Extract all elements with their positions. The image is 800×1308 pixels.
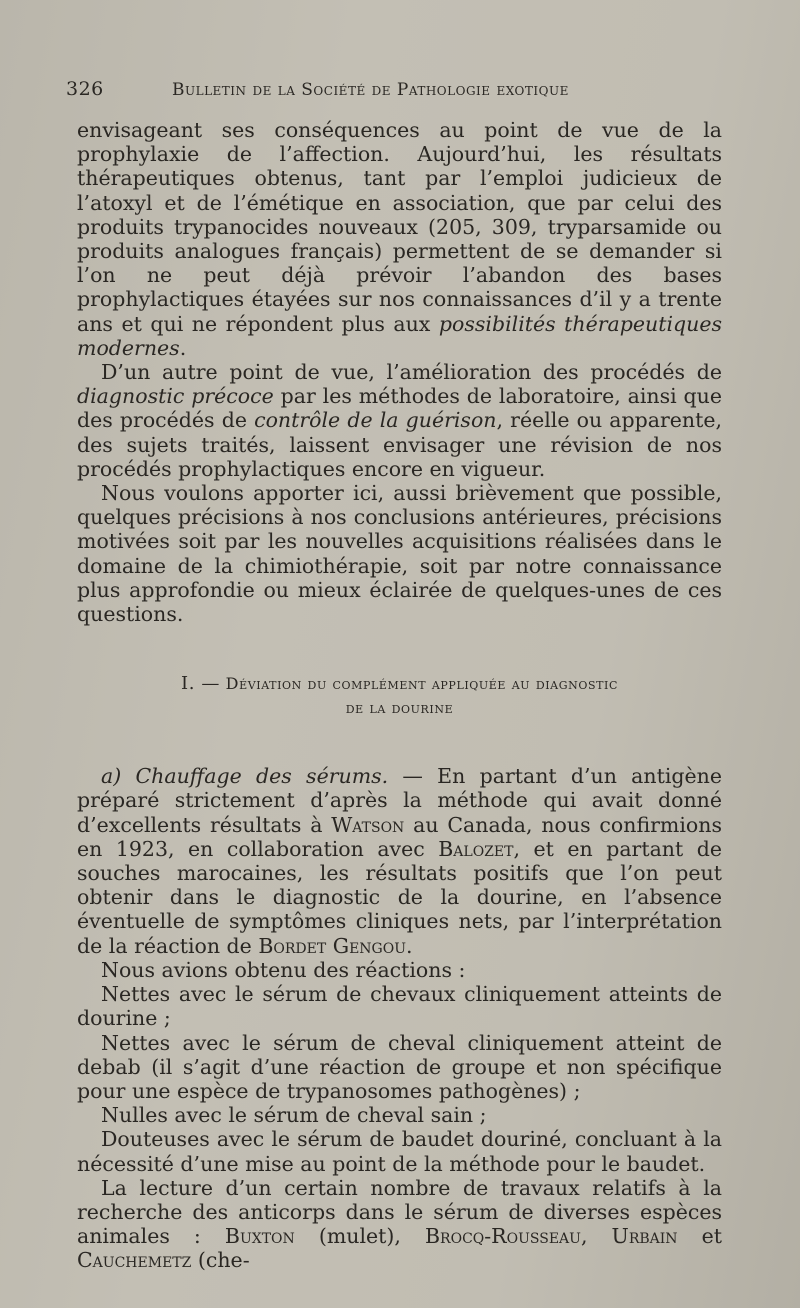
section-number: I. — <box>180 673 220 695</box>
author-name: Balozet <box>438 836 514 861</box>
paragraph-10-text-d: et <box>677 1224 722 1249</box>
paragraph-1-text: envisageant ses conséquences au point de vue de la prophylaxie de l’affection. Aujourd’hui, les résultats thérapeutiques obtenus, tant par l’emploi judicieux de l’atoxyl et de l’émétique en association, que par celui des produits trypanocides nouveaux (205, 309, tryparsamide ou produits analogues français) permettent de se demander si l’on ne peut déjà prévoir l’abandon des bases prophylactiques étayées sur nos connaissances d’il y a trente ans et qui ne répondent plus aux <box>77 118 722 336</box>
list-item: Nettes avec le sérum de cheval cliniquement atteint de debab (il s’agit d’une réaction de groupe et non spécifique pour une espèce de trypanosomes pathogènes) ; <box>77 1030 722 1103</box>
author-name: Urbain <box>611 1224 678 1249</box>
paragraph-4-text-c: , et en partant de souches marocaines, les résultats positifs que l’on peut obtenir dans le diagnostic de la dourine, en l’absence éventuelle de symptômes cliniques nets, par l’interprétation de la réaction de <box>77 836 722 958</box>
list-item: Douteuses avec le sérum de baudet douriné, concluant à la nécessité d’une mise au point de la méthode pour le baudet. <box>77 1127 722 1176</box>
section-title-line-2: de la dourine <box>345 698 454 718</box>
paragraph-2-italic-1: diagnostic précoce <box>77 384 274 409</box>
section-heading <box>77 672 722 720</box>
paragraph-2-italic-2: contrôle de la guérison <box>254 408 497 433</box>
paragraph-2-text-c: , réelle ou apparente, des sujets traités, laissent envisager une révision de nos procédés prophylactiques encore en vigueur. <box>77 408 722 481</box>
section-title-line-1: Déviation du complément appliquée au diagnostic <box>225 674 618 694</box>
paragraph-1-end: . <box>179 335 187 360</box>
running-title: Bulletin de la Société de Pathologie exotique <box>172 80 569 100</box>
paragraph-4-text-a: — En partant d’un antigène préparé strictement d’après la méthode qui avait donné d’excellents résultats à <box>77 764 722 837</box>
author-name: Watson <box>331 812 405 837</box>
paragraph-2 <box>77 360 722 481</box>
paragraph-5: Nous avions obtenu des réactions : <box>101 957 466 982</box>
paragraph-10-text-a: La lecture d’un certain nombre de travaux relatifs à la recherche des anticorps dans le sérum de diverses espèces animales : <box>77 1175 722 1249</box>
author-name: Cauchemetz <box>77 1248 192 1273</box>
paragraph-4-text-b: au Canada, nous confirmions en 1923, en collaboration avec <box>77 812 722 861</box>
paragraph-10-text-e: (che- <box>191 1248 250 1273</box>
paragraph-4-text-d: . <box>406 933 413 958</box>
paragraph-10-text-c: , <box>580 1224 612 1249</box>
paragraph-10-text-b: (mulet), <box>294 1224 425 1249</box>
paragraph-2-text-a: D’un autre point de vue, l’amélioration des procédés de <box>101 360 722 385</box>
author-name: Bordet Gengou <box>258 933 407 958</box>
list-item: Nettes avec le sérum de chevaux cliniquement atteints de dourine ; <box>77 982 722 1031</box>
author-name: Brocq-Rousseau <box>424 1224 581 1249</box>
author-name: Buxton <box>224 1224 295 1249</box>
paragraph-1-italic: possibilités thérapeutiques modernes <box>77 311 722 360</box>
paragraph-1 <box>77 118 722 360</box>
paragraph-2-text-b: par les méthodes de laboratoire, ainsi que des procédés de <box>77 384 723 433</box>
subsection-title: a) Chauffage des sérums. <box>101 764 389 789</box>
paragraph-3: Nous voulons apporter ici, aussi brièvement que possible, quelques précisions à nos conclusions antérieures, précisions motivées soit par les nouvelles acquisitions réalisées dans le domaine de la chimiothérapie, soit par notre connaissance plus approfondie ou mieux éclairée de quelques-unes de ces questions. <box>77 481 722 627</box>
list-item: Nulles avec le sérum de cheval sain ; <box>101 1103 487 1128</box>
page-number: 326 <box>66 78 104 100</box>
body-text <box>77 118 722 1273</box>
paragraph-10 <box>77 1176 722 1273</box>
paragraph-4 <box>77 764 722 958</box>
